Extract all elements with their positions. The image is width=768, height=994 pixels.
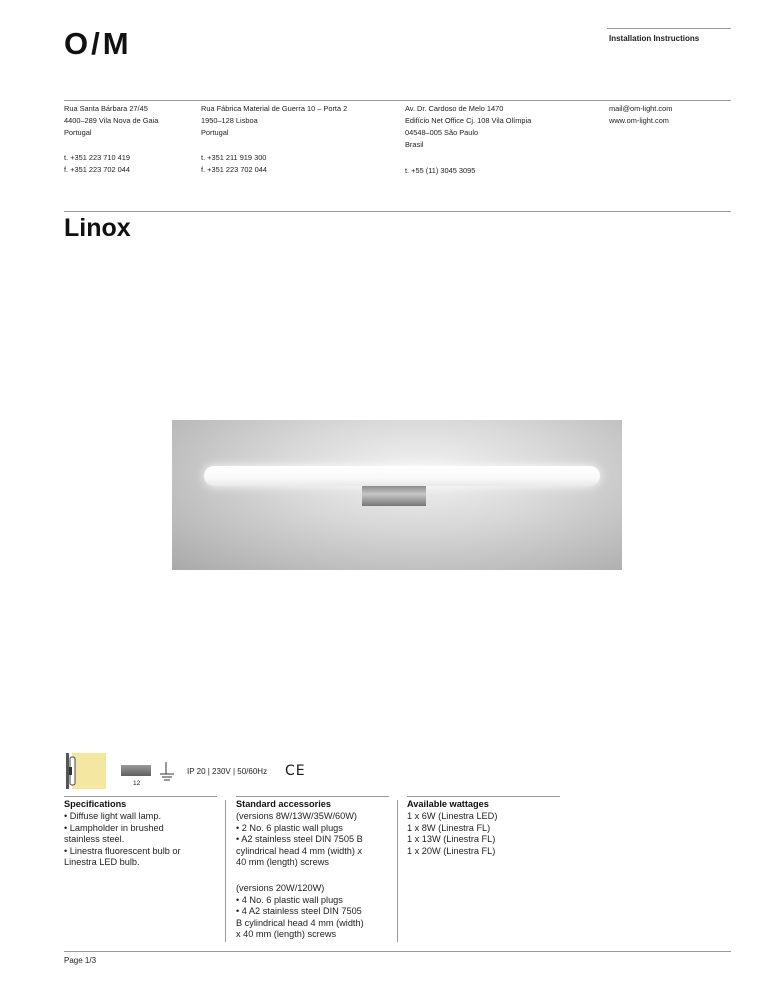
footer-rule — [64, 951, 731, 952]
accessories-heading: Standard accessories — [236, 799, 331, 809]
electrical-ratings: IP 20 | 230V | 50/60Hz — [187, 767, 268, 776]
ce-mark-icon: CE — [285, 763, 306, 779]
page-number: Page 1/3 — [64, 956, 97, 965]
spec-rule-2 — [236, 796, 389, 797]
product-title: Linox — [64, 214, 131, 242]
accessories-group-1: (versions 8W/13W/35W/60W) • 2 No. 6 plastic wall plugs • A2 stainless steel DIN 7505 B cylindrical head 4 mm (width) x 40 mm (length) screws — [236, 811, 363, 868]
contact-web-email: mail@om-light.com www.om-light.com — [609, 104, 673, 125]
wattages-heading: Available wattages — [407, 799, 489, 809]
product-photo — [172, 420, 622, 570]
phones-sao-paulo: t. +55 (11) 3045 3095 — [405, 166, 476, 175]
accessories-group-2: (versions 20W/120W) • 4 No. 6 plastic wall plugs • 4 A2 stainless steel DIN 7505 B cylindrical head 4 mm (width) x 40 mm (length) screws — [236, 883, 364, 940]
address-porto: Rua Santa Bárbara 27/45 4400–289 Vila Nova de Gaia Portugal — [64, 104, 159, 137]
specifications-heading: Specifications — [64, 799, 127, 809]
header-rule — [607, 28, 731, 29]
dimension-label: 12 — [133, 780, 141, 787]
lamp-dimension-icon — [121, 765, 151, 776]
address-sao-paulo: Av. Dr. Cardoso de Melo 1470 Edifício Net Office Cj. 108 Vila Olímpia 04548–005 São Paulo Brasil — [405, 104, 532, 149]
title-rule — [64, 211, 731, 212]
brand-logo: O/M — [64, 26, 132, 61]
lamp-bracket — [362, 486, 426, 506]
spec-rule-1 — [64, 796, 217, 797]
earth-ground-icon — [160, 762, 180, 782]
lamp-tube — [204, 466, 600, 486]
phones-porto: t. +351 223 710 419 f. +351 223 702 044 — [64, 153, 130, 174]
address-top-rule — [64, 100, 731, 101]
wattages-text: 1 x 6W (Linestra LED) 1 x 8W (Linestra FL) 1 x 13W (Linestra FL) 1 x 20W (Linestra FL) — [407, 811, 498, 856]
document-type: Installation Instructions — [609, 34, 700, 43]
column-divider-2 — [397, 800, 398, 942]
wall-light-diagram-icon — [66, 753, 106, 789]
spec-rule-3 — [407, 796, 560, 797]
column-divider-1 — [225, 800, 226, 942]
address-lisboa: Rua Fábrica Material de Guerra 10 – Porta 2 1950–128 Lisboa Portugal — [201, 104, 348, 137]
specifications-text: • Diffuse light wall lamp. • Lampholder in brushed stainless steel. • Linestra fluorescent bulb or Linestra LED bulb. — [64, 811, 181, 868]
phones-lisboa: t. +351 211 919 300 f. +351 223 702 044 — [201, 153, 267, 174]
